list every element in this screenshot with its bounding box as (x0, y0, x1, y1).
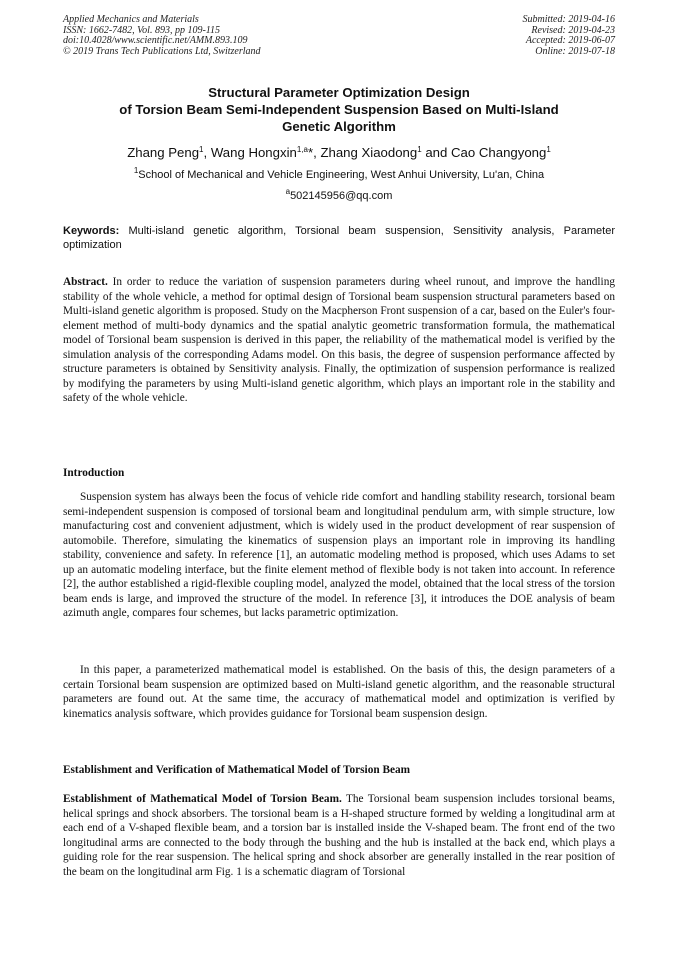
introduction-heading: Introduction (63, 467, 125, 479)
abstract-text: In order to reduce the variation of suspension parameters during wheel runout, and improve the handling stability of the whole vehicle, a method for optimal design of Torsional beam suspension structural parameters based on Multi-island genetic algorithm is proposed. Study on the Macpherson Front suspension of a car, based on the Euler's four-element method of multi-body dynamics and the spatial analytic geometric transformation formula, the mathematical model of Torsional beam suspension is derived in this paper, the reliability of the mathematical model is verified by the simulation analysis of the corresponding Adams model. On this basis, the degree of suspension performance affected by structure parameters is obtained by Sensitivity analysis. Finally, the optimization of suspension performance is realized by modifying the parameters by using Multi-island genetic algorithm, which plays an important role in the stability and safety of the whole vehicle. (63, 276, 615, 404)
abstract (63, 275, 615, 406)
subsection-text: The Torsional beam suspension includes torsional beams, helical springs and shock absorbers. The torsional beam is a H-shaped structure formed by welding a longitudinal arm at each end of a V-shaped flexible beam, and a torsion bar is installed inside the V-shaped beam. The front end of the two longitudinal arms are connected to the body through the bushing and the hub is installed at the back end, which plays a guiding role for the rear suspension. The helical spring and shock absorber are generally installed in the rear position of the beam on the longitudinal arm Fig. 1 is a schematic diagram of Torsional (63, 793, 615, 878)
copyright-line: © 2019 Trans Tech Publications Ltd, Switzerland (63, 45, 261, 57)
author-3: Zhang Xiaodong (320, 145, 418, 160)
journal-info (63, 15, 261, 57)
issn-line: ISSN: 1662-7482, Vol. 893, pp 109-115 (63, 24, 221, 36)
publication-dates (523, 15, 616, 57)
section-paragraph (63, 792, 615, 879)
title-line-1: Structural Parameter Optimization Design (208, 85, 470, 100)
author-1-sup: 1 (199, 145, 204, 154)
email-address[interactable]: 502145956@qq.com (290, 190, 393, 202)
keywords-label: Keywords: (63, 225, 120, 237)
affiliation-text: School of Mechanical and Vehicle Engineering, West Anhui University, Lu'an, China (138, 169, 545, 181)
author-1: Zhang Peng (127, 145, 200, 160)
author-4-sup: 1 (546, 145, 551, 154)
submitted-date: Submitted: 2019-04-16 (522, 14, 615, 25)
introduction-paragraph-1: Suspension system has always been the focus of vehicle ride comfort and handling stability research, torsional beam semi-independent suspension is composed of torsional beam and longitudinal pendulum arm, with simple structure, low manufacturing cost and convenient adjustment, which is widely used in the product development of rear suspension of automobile. Therefore, simulating the kinematics of suspension plays an important role in improving its handling stability, convenience and safety. In reference [1], an automatic modeling method is proposed, which uses Adams to set up an automatic modeling interface, but the finite element method of flexible body is not taken into account. In reference [2], the author established a rigid-flexible coupling model, analyzed the model, obtained that the local stress of the torsion beam ends is large, and improved the structure of the model. In reference [3], it introduces the DOE analysis of beam azimuth angle, compares four schemes, but lacks parametric optimization. (63, 491, 615, 619)
subsection-label: Establishment of Mathematical Model of Torsion Beam. (63, 793, 342, 805)
doi-line: doi:10.4028/www.scientific.net/AMM.893.109 (63, 35, 248, 47)
email-sup: a (285, 187, 291, 196)
accepted-date: Accepted: 2019-06-07 (525, 35, 615, 47)
and-word: and (421, 145, 452, 160)
introduction-paragraph-2: In this paper, a parameterized mathematical model is established. On the basis of this, the design parameters of a certain Torsional beam suspension are optimized based on Multi-island genetic algorithm, and the reasonable structural parameters are found out. At the same time, the accuracy of mathematical model and optimization is verified by kinematics analysis software, which provides guidance for Torsional beam suspension design. (63, 664, 615, 720)
corresponding-star: * (307, 145, 314, 160)
author-3-sup: 1 (417, 145, 422, 154)
paper-title (40, 84, 638, 135)
section-heading: Establishment and Verification of Mathematical Model of Torsion Beam (63, 764, 411, 776)
journal-name: Applied Mechanics and Materials (63, 14, 199, 25)
title-line-2: of Torsion Beam Semi-Independent Suspension Based on Multi-Island (119, 102, 559, 117)
keywords-text: Multi-island genetic algorithm, Torsional beam suspension, Sensitivity analysis, Parameter optimization (63, 225, 615, 251)
online-date: Online: 2019-07-18 (535, 45, 615, 57)
abstract-label: Abstract. (63, 276, 108, 288)
email (20, 187, 658, 202)
affiliation (20, 166, 658, 181)
author-4: Cao Changyong (451, 145, 547, 160)
author-2-sup: 1,a (296, 145, 308, 154)
affiliation-sup: 1 (133, 166, 139, 175)
revised-date: Revised: 2019-04-23 (531, 24, 615, 36)
author-list: Zhang Peng$^1$, Wang Hongxin$^{1,a}$*, Zhang Xiaodong$^1$ and Cao Changyong$^1$ (127, 145, 551, 160)
author-2: Wang Hongxin (210, 145, 297, 160)
title-line-3: Genetic Algorithm (282, 119, 396, 134)
keywords (63, 224, 615, 252)
